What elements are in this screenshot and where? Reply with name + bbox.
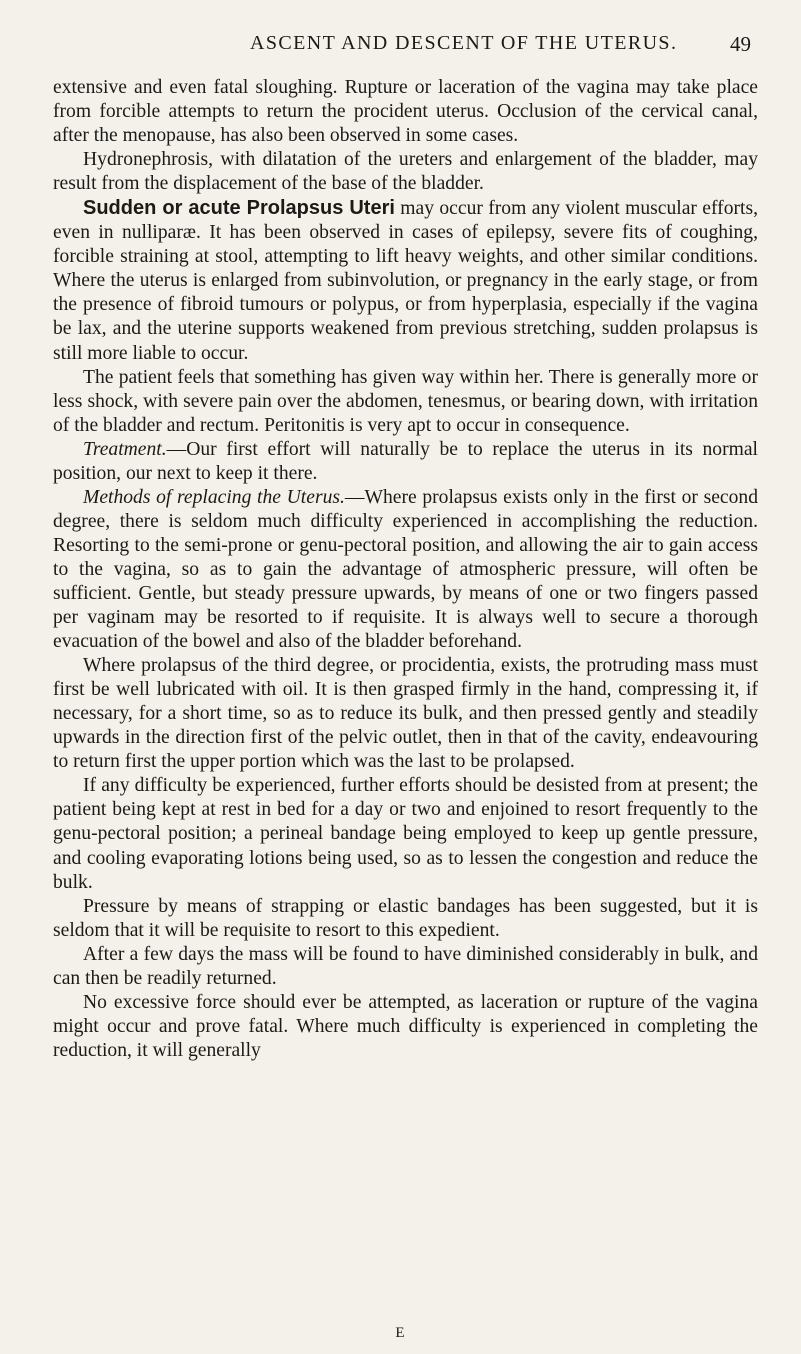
body-text [53,76,758,1063]
paragraph-third-degree [53,654,758,774]
paragraph-no-force [53,991,758,1063]
paragraph-text: If any difficulty be experienced, further efforts should be desisted from at present; the patient being kept at rest in bed for a day or two and enjoined to resort frequently to the genu-pectoral position; a perineal bandage being employed to keep up gentle pressure, and cooling evaporating lotions being used, so as to lessen the congestion and reduce the bulk. [53,775,758,893]
paragraph-text: After a few days the mass will be found to have diminished considerably in bulk, and can then be readily returned. [53,943,758,989]
section-heading: Methods of replacing the Uterus. [83,486,345,508]
paragraph-strapping [53,895,758,943]
section-heading: Sudden or acute Prolapsus Uteri [83,197,395,220]
paragraph-text: The patient feels that something has given way within her. There is generally more or less shock, with severe pain over the abdomen, tenesmus, or bearing down, with irritation of the bladder and rectum. Peritonitis is very apt to occur in consequence. [53,366,758,436]
paragraph-after-days [53,943,758,991]
running-head [0,32,801,62]
paragraph-difficulty [53,774,758,894]
paragraph-text: extensive and even fatal sloughing. Rupture or laceration of the vagina may take place from forcible attempts to return the procident uterus. Occlusion of the cervical canal, after the menopause, has also been observed in some cases. [53,77,758,147]
paragraph-hydronephrosis [53,148,758,196]
paragraph-text: —Our first effort will naturally be to replace the uterus in its normal position, our next to keep it there. [53,438,758,484]
signature-mark: E [395,1325,406,1341]
page-number: 49 [730,32,751,56]
paragraph-text: Pressure by means of strapping or elastic bandages has been suggested, but it is seldom that it will be requisite to resort to this expedient. [53,895,758,941]
paragraph-methods [53,486,758,654]
paragraph-text: Where prolapsus of the third degree, or procidentia, exists, the protruding mass must first be well lubricated with oil. It is then grasped firmly in the hand, compressing it, if necessary, for a short time, so as to reduce its bulk, and then pressed gently and steadily upwards in the direction first of the pelvic outlet, then in that of the cavity, endeavouring to return first the upper portion which was the last to be prolapsed. [53,655,758,773]
running-title: ASCENT AND DESCENT OF THE UTERUS. [250,32,678,54]
section-heading: Treatment. [83,438,167,460]
paragraph-text: No excessive force should ever be attempted, as laceration or rupture of the vagina might occur and prove fatal. Where much difficulty is experienced in completing the reduction, it will generally [53,991,758,1061]
paragraph-acute-prolapsus [53,196,758,365]
paragraph-treatment [53,438,758,486]
paragraph-text: Hydronephrosis, with dilatation of the ureters and enlargement of the bladder, may result from the displacement of the base of the bladder. [53,149,758,195]
paragraph-sloughing [53,76,758,148]
paragraph-text: may occur from any violent muscular efforts, even in nulliparæ. It has been observed in cases of epilepsy, severe fits of coughing, forcible straining at stool, attempting to lift heavy weights, and other similar conditions. Where the uterus is enlarged from subinvolution, or pregnancy in the early stage, or from the presence of fibroid tumours or polypus, or from hyperplasia, especially if the vagina be lax, and the uterine supports weakened from previous stretching, sudden prolapsus is still more liable to occur. [53,198,758,364]
paragraph-symptoms [53,366,758,438]
paragraph-text: —Where prolapsus exists only in the first or second degree, there is seldom much difficulty experienced in accomplishing the reduction. Resorting to the semi-prone or genu-pectoral position, and allowing the air to gain access to the vagina, so as to gain the advantage of atmospheric pressure, will often be sufficient. Gentle, but steady pressure upwards, by means of one or two fingers passed per vaginam may be resorted to if requisite. It is always well to secure a thorough evacuation of the bowel and also of the bladder beforehand. [53,486,758,653]
